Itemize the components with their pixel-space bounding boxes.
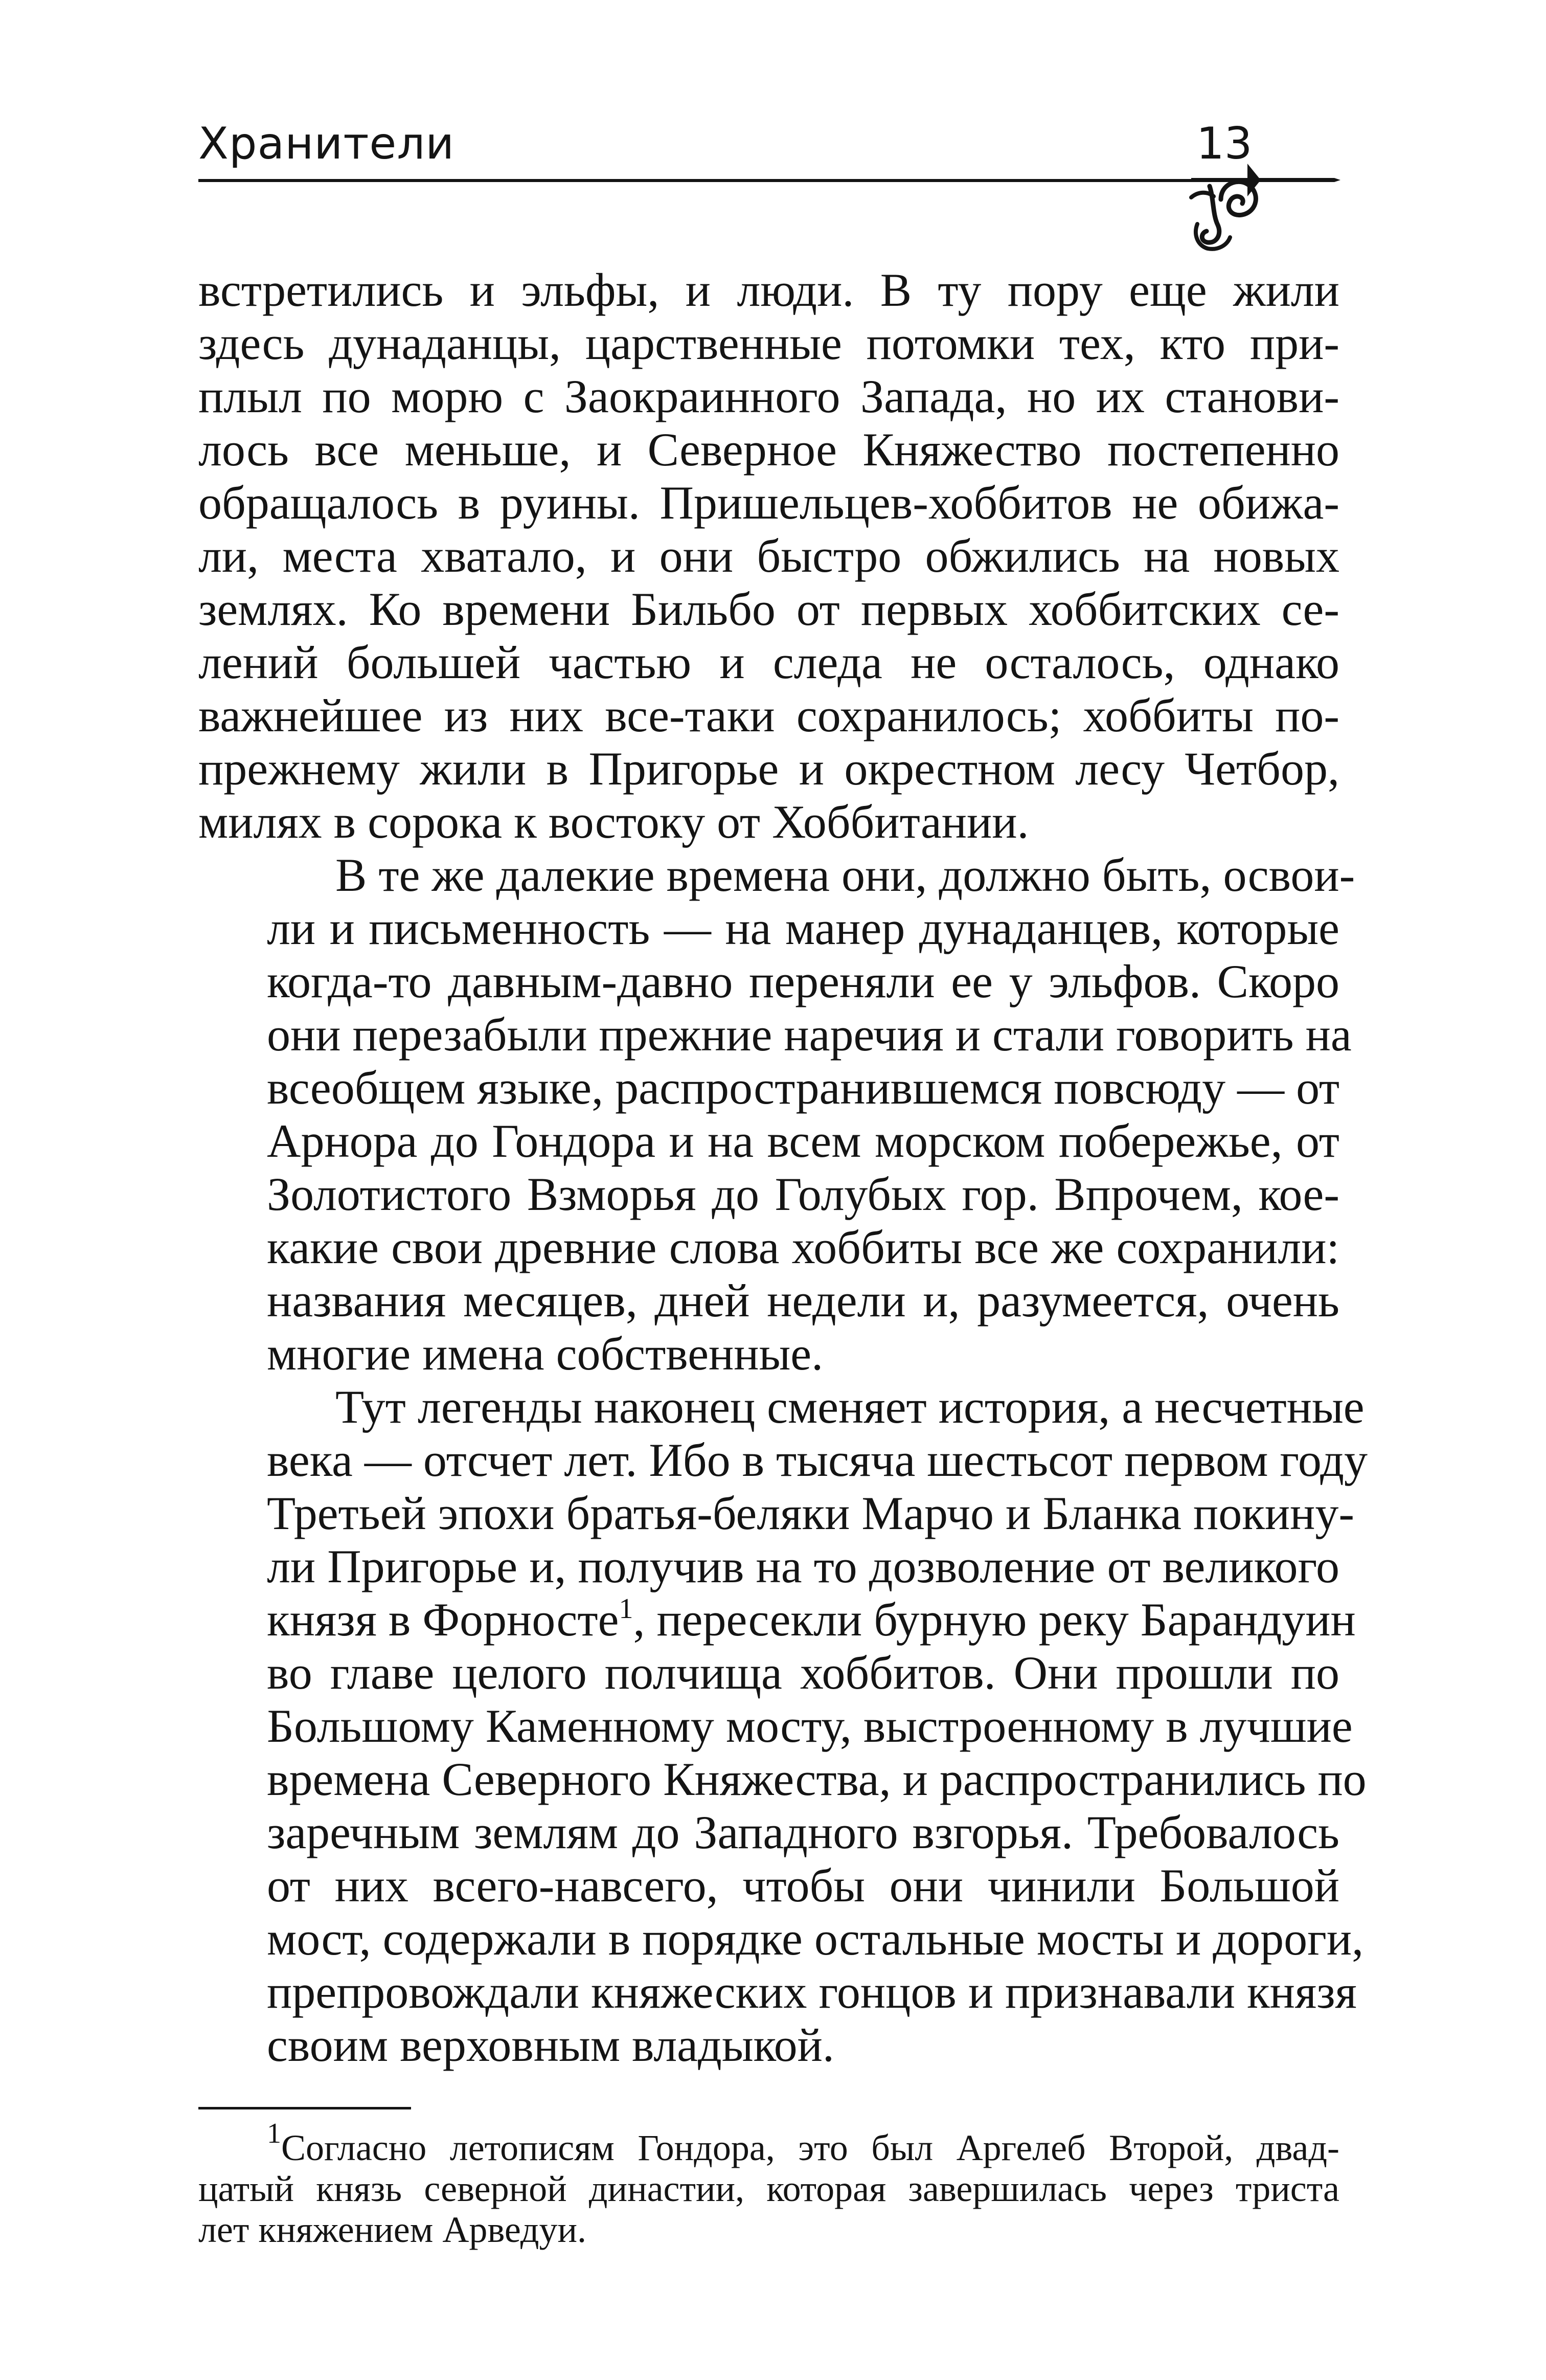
footnote <box>198 2118 1339 2250</box>
text-line-with-footnote <box>198 1593 1356 1646</box>
paragraph-1 <box>198 263 1339 848</box>
text-line: какие свои древние слова хоббиты все же сохранили: <box>267 1221 1339 1273</box>
text-line: времена Северного Княжества, и распространились по <box>267 1753 1367 1805</box>
text-line: своим верховным владыкой. <box>267 2019 834 2071</box>
text-line: Арнора до Гондора и на всем морском побережье, от <box>267 1115 1339 1167</box>
text-fragment: князя в Форносте <box>267 1593 619 1646</box>
text-line: обращалось в руины. Пришельцев-хоббитов не обижа- <box>198 477 1339 529</box>
text-line: милях в сорока к востоку от Хоббитании. <box>198 796 1029 848</box>
header-rule <box>198 179 1308 182</box>
text-line: В те же далекие времена они, должно быть, освои- <box>335 849 1355 901</box>
page-number: 13 <box>1196 118 1253 169</box>
text-line: многие имена собственные. <box>267 1328 824 1380</box>
text-line: плыл по морю с Заокраинного Запада, но их станови- <box>198 370 1339 422</box>
paragraph-3 <box>198 1380 1368 2072</box>
footnote-line: лет княжением Арведуи. <box>198 2209 587 2250</box>
text-line: встретились и эльфы, и люди. В ту пору еще жили <box>198 264 1339 316</box>
text-line: здесь дунаданцы, царственные потомки тех, кто при- <box>198 317 1339 369</box>
text-line: названия месяцев, дней недели и, разумеется, очень <box>267 1274 1339 1327</box>
text-line: Золотистого Взморья до Голубых гор. Впрочем, кое- <box>267 1168 1339 1220</box>
text-line: Третьей эпохи братья-беляки Марчо и Бланка покину- <box>267 1487 1355 1539</box>
text-line: прежнему жили в Пригорье и окрестном лесу Четбор, <box>198 743 1339 795</box>
text-line: они перезабыли прежние наречия и стали говорить на <box>267 1008 1352 1061</box>
text-line: ли и письменность — на манер дунаданцев, которые <box>267 902 1339 954</box>
text-line: ли Пригорье и, получив на то дозволение от великого <box>267 1540 1339 1592</box>
text-line: всеобщем языке, распространившемся повсюду — от <box>267 1062 1340 1114</box>
text-line: важнейшее из них все-таки сохранилось; хоббиты по- <box>198 689 1339 742</box>
text-line: когда-то давным-давно переняли ее у эльфов. Скоро <box>267 955 1339 1007</box>
text-line: препровождали княжеских гонцов и признавали князя <box>267 1966 1357 2018</box>
footnote-reference[interactable]: 1 <box>619 1593 633 1625</box>
text-line: Большому Каменному мосту, выстроенному в лучшие <box>267 1700 1353 1752</box>
text-line: Тут легенды наконец сменяет история, а несчетные <box>335 1381 1365 1433</box>
body-text <box>198 263 1368 2072</box>
paragraph-2 <box>198 848 1355 1380</box>
footnote-marker: 1 <box>267 2118 281 2149</box>
footnote-rule <box>198 2107 411 2109</box>
text-line: заречным землям до Западного взгорья. Требовалось <box>267 1806 1339 1858</box>
footnote-line <box>198 2118 1339 2168</box>
text-line: века — отсчет лет. Ибо в тысяча шестьсот первом году <box>267 1434 1368 1486</box>
text-fragment: , пересекли бурную реку Барандуин <box>633 1593 1356 1646</box>
text-line: лений большей частью и следа не осталось, однако <box>198 636 1339 688</box>
footnote-text: Согласно летописям Гондора, это был Аргелеб Второй, двад- <box>281 2127 1339 2168</box>
text-line: мост, содержали в порядке остальные мосты и дороги, <box>267 1913 1364 1965</box>
text-line: землях. Ко времени Бильбо от первых хоббитских се- <box>198 583 1339 635</box>
text-line: ли, места хватало, и они быстро обжились на новых <box>198 530 1339 582</box>
running-title: Хранители <box>198 118 455 169</box>
text-line: лось все меньше, и Северное Княжество постепенно <box>198 423 1339 476</box>
footnote-line: цатый князь северной династии, которая завершилась через триста <box>198 2168 1339 2209</box>
text-line: во главе целого полчища хоббитов. Они прошли по <box>267 1647 1339 1699</box>
scroll-ornament-icon <box>1161 148 1345 266</box>
text-line: от них всего-навсего, чтобы они чинили Большой <box>267 1859 1339 1912</box>
